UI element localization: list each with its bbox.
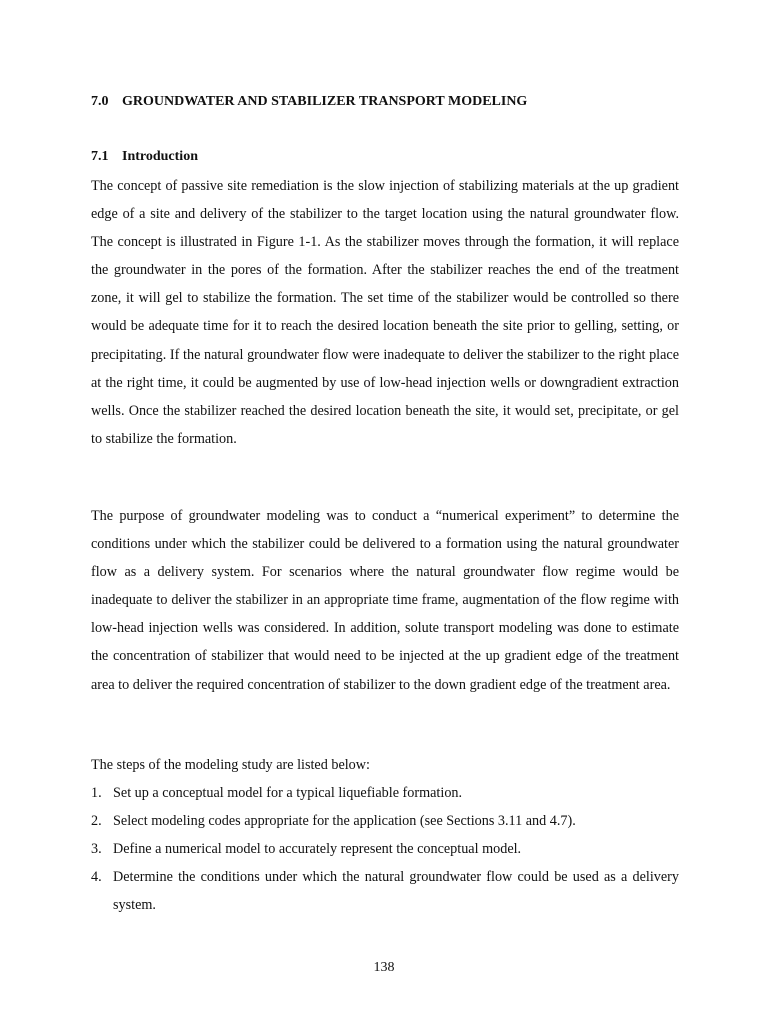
paragraph-intro: The concept of passive site remediation is the slow injection of stabilizing materials at the up gradient edge of a site and delivery of the stabilizer to the target location using the natural groundwater flow. The concept is illustrated in Figure 1-1. As the stabilizer moves through the formation, it will replace the groundwater in the pores of the formation. After the stabilizer reaches the end of the treatment zone, it will gel to stabilize the formation. The set time of the stabilizer would be controlled so there would be adequate time for it to reach the desired location beneath the site prior to gelling, setting, or precipitating. If the natural groundwater flow were inadequate to deliver the stabilizer to the right place at the right time, it could be augmented by use of low-head injection wells or downgradient extraction wells. Once the stabilizer reached the desired location beneath the site, it would set, precipitate, or gel to stabilize the formation. [91, 178, 679, 447]
list-item-marker: 3. [91, 841, 102, 858]
section-heading [91, 94, 527, 110]
section-title: GROUNDWATER AND STABILIZER TRANSPORT MODELING [122, 94, 528, 109]
list-item [91, 779, 679, 807]
subsection-title: Introduction [122, 149, 198, 164]
steps-intro: The steps of the modeling study are listed below: [91, 757, 370, 773]
steps-list [91, 779, 679, 919]
list-item-marker: 1. [91, 785, 102, 801]
list-item [91, 807, 679, 835]
paragraph-purpose: The purpose of groundwater modeling was to conduct a “numerical experiment” to determine the conditions under which the stabilizer could be delivered to a formation using the natural groundwater flow as a delivery system. For scenarios where the natural groundwater flow regime would be inadequate to deliver the stabilizer in an appropriate time frame, augmentation of the flow regime with low-head injection wells was considered. In addition, solute transport modeling was done to estimate the concentration of stabilizer that would need to be injected at the up gradient edge of the treatment area to deliver the required concentration of stabilizer to the down gradient edge of the treatment area. [91, 508, 679, 693]
page-number: 138 [373, 960, 395, 975]
list-item [91, 863, 679, 919]
list-item-text: Select modeling codes appropriate for the application (see Sections 3.11 and 4.7). [113, 813, 576, 830]
list-item-text: Determine the conditions under which the natural groundwater flow could be used as a delivery system. [113, 869, 679, 914]
list-item-text: Define a numerical model to accurately represent the conceptual model. [113, 841, 522, 858]
subsection-number: 7.1 [91, 149, 109, 164]
list-item [91, 835, 679, 863]
list-item-marker: 4. [91, 869, 102, 886]
list-item-marker: 2. [91, 813, 102, 830]
list-item-text: Set up a conceptual model for a typical liquefiable formation. [113, 785, 463, 801]
section-number: 7.0 [91, 94, 109, 109]
subsection-heading [91, 149, 198, 165]
